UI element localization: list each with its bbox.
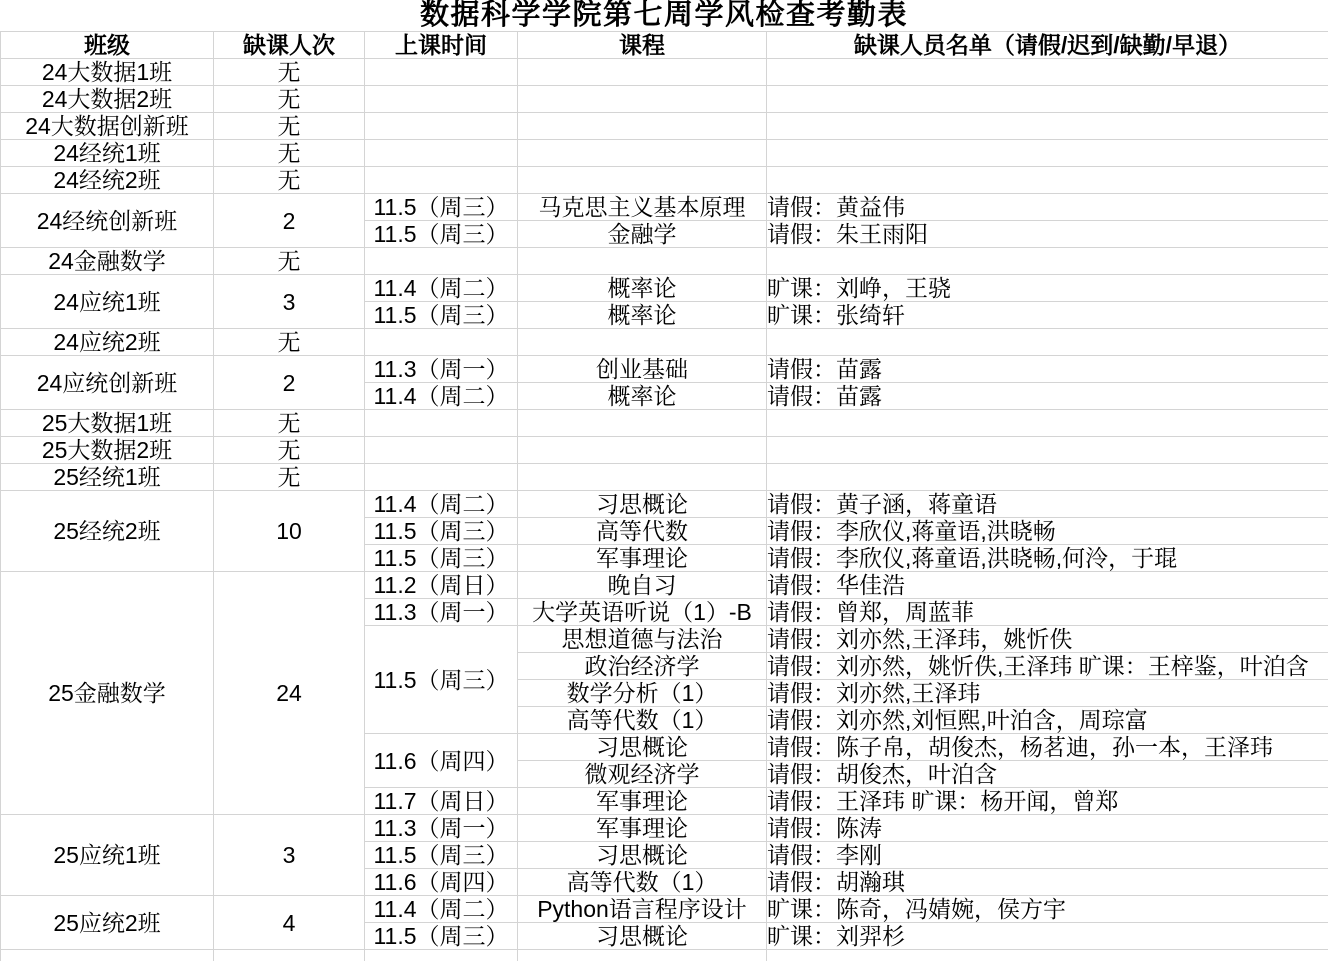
- names-cell: 旷课：刘羿杉: [767, 923, 1328, 950]
- names-cell: 请假：刘亦然,刘恒熙,叶泊含，周琮富: [767, 707, 1328, 734]
- course-cell: [518, 140, 767, 167]
- time-cell: [365, 59, 518, 86]
- course-cell: 高等代数: [518, 518, 767, 545]
- class-cell: 24应统1班: [1, 275, 214, 329]
- count-cell: 无: [214, 437, 365, 464]
- time-cell: 11.4（周二）: [365, 491, 518, 518]
- course-cell: 高等代数（1）: [518, 707, 767, 734]
- course-cell: [518, 950, 767, 961]
- table-row: [1, 896, 1328, 923]
- attendance-table-body: [1, 59, 1328, 961]
- time-cell: 11.5（周三）: [365, 923, 518, 950]
- names-cell: [767, 329, 1328, 356]
- col-header-count: 缺课人次: [214, 32, 365, 59]
- course-cell: [518, 410, 767, 437]
- table-row: [1, 410, 1328, 437]
- course-cell: 金融学: [518, 221, 767, 248]
- class-cell: 25应统2班: [1, 896, 214, 950]
- course-cell: 大学英语听说（1）-B: [518, 599, 767, 626]
- time-cell: [365, 113, 518, 140]
- course-cell: Python语言程序设计: [518, 896, 767, 923]
- class-cell: 24金融数学: [1, 248, 214, 275]
- count-cell: 无: [214, 329, 365, 356]
- time-cell: 11.4（周二）: [365, 896, 518, 923]
- time-cell: 11.5（周三）: [365, 221, 518, 248]
- names-cell: [767, 437, 1328, 464]
- class-cell: 24经统2班: [1, 167, 214, 194]
- names-cell: 旷课：刘峥，王骁: [767, 275, 1328, 302]
- count-cell: 2: [214, 194, 365, 248]
- time-cell: 11.3（周一）: [365, 815, 518, 842]
- time-cell: 11.4（周二）: [365, 383, 518, 410]
- count-cell: 无: [214, 59, 365, 86]
- col-header-time: 上课时间: [365, 32, 518, 59]
- course-cell: 概率论: [518, 302, 767, 329]
- course-cell: [518, 167, 767, 194]
- course-cell: 数学分析（1）: [518, 680, 767, 707]
- time-cell: [365, 950, 518, 961]
- names-cell: [767, 59, 1328, 86]
- names-cell: 请假：黄益伟: [767, 194, 1328, 221]
- course-cell: 晚自习: [518, 572, 767, 599]
- names-cell: 请假：苗露: [767, 356, 1328, 383]
- class-cell: 24大数据1班: [1, 59, 214, 86]
- header-row: [1, 32, 1328, 59]
- course-cell: 概率论: [518, 383, 767, 410]
- names-cell: 旷课：陈奇，冯婧婉，侯方宇: [767, 896, 1328, 923]
- course-cell: [518, 86, 767, 113]
- col-header-class: 班级: [1, 32, 214, 59]
- course-cell: 军事理论: [518, 788, 767, 815]
- course-cell: 思想道德与法治: [518, 626, 767, 653]
- course-cell: [518, 248, 767, 275]
- table-row: [1, 248, 1328, 275]
- time-cell: 11.3（周一）: [365, 599, 518, 626]
- time-cell: 11.5（周三）: [365, 302, 518, 329]
- table-row: [1, 113, 1328, 140]
- time-cell: 11.5（周三）: [365, 626, 518, 734]
- time-cell: [365, 86, 518, 113]
- names-cell: 请假：李刚: [767, 842, 1328, 869]
- names-cell: 请假：曾郑，周蓝菲: [767, 599, 1328, 626]
- names-cell: [767, 140, 1328, 167]
- table-row: [1, 59, 1328, 86]
- class-cell: 24应统创新班: [1, 356, 214, 410]
- count-cell: 无: [214, 167, 365, 194]
- count-cell: 2: [214, 356, 365, 410]
- names-cell: [767, 113, 1328, 140]
- names-cell: 请假：胡俊杰，叶泊含: [767, 761, 1328, 788]
- table-row: [1, 815, 1328, 842]
- course-cell: 习思概论: [518, 734, 767, 761]
- time-cell: 11.2（周日）: [365, 572, 518, 599]
- time-cell: [365, 329, 518, 356]
- class-cell: 24大数据创新班: [1, 113, 214, 140]
- course-cell: 马克思主义基本原理: [518, 194, 767, 221]
- attendance-table: [0, 31, 1328, 961]
- course-cell: 政治经济学: [518, 653, 767, 680]
- course-cell: 微观经济学: [518, 761, 767, 788]
- class-cell: 25应统1班: [1, 815, 214, 896]
- count-cell: 无: [214, 464, 365, 491]
- table-row: [1, 491, 1328, 518]
- names-cell: 请假：黄子涵，蒋童语: [767, 491, 1328, 518]
- names-cell: 请假：李欣仪,蒋童语,洪晓畅: [767, 518, 1328, 545]
- count-cell: [214, 950, 365, 961]
- course-cell: 习思概论: [518, 842, 767, 869]
- table-row: [1, 86, 1328, 113]
- course-cell: [518, 329, 767, 356]
- names-cell: 请假：刘亦然，姚忻佚,王泽玮 旷课：王梓鉴，叶泊含: [767, 653, 1328, 680]
- time-cell: [365, 140, 518, 167]
- time-cell: 11.6（周四）: [365, 734, 518, 788]
- names-cell: 请假：华佳浩: [767, 572, 1328, 599]
- time-cell: 11.5（周三）: [365, 545, 518, 572]
- time-cell: 11.5（周三）: [365, 842, 518, 869]
- names-cell: [767, 410, 1328, 437]
- names-cell: [767, 950, 1328, 961]
- time-cell: [365, 464, 518, 491]
- table-row: [1, 329, 1328, 356]
- count-cell: 3: [214, 815, 365, 896]
- time-cell: [365, 410, 518, 437]
- names-cell: [767, 464, 1328, 491]
- class-cell: 25经统1班: [1, 464, 214, 491]
- time-cell: [365, 437, 518, 464]
- course-cell: [518, 113, 767, 140]
- names-cell: 请假：陈子帛，胡俊杰，杨茗迪，孙一本，王泽玮: [767, 734, 1328, 761]
- count-cell: 无: [214, 410, 365, 437]
- class-cell: 24大数据2班: [1, 86, 214, 113]
- class-cell: 25金融数学: [1, 572, 214, 815]
- count-cell: 10: [214, 491, 365, 572]
- names-cell: 请假：刘亦然,王泽玮，姚忻佚: [767, 626, 1328, 653]
- col-header-course: 课程: [518, 32, 767, 59]
- course-cell: [518, 464, 767, 491]
- names-cell: 请假：王泽玮 旷课：杨开闻，曾郑: [767, 788, 1328, 815]
- names-cell: 请假：苗露: [767, 383, 1328, 410]
- course-cell: 创业基础: [518, 356, 767, 383]
- page-title: 数据科学学院第七周学风检查考勤表: [419, 0, 908, 31]
- names-cell: 请假：李欣仪,蒋童语,洪晓畅,何泠，于琨: [767, 545, 1328, 572]
- count-cell: 24: [214, 572, 365, 815]
- names-cell: 请假：朱王雨阳: [767, 221, 1328, 248]
- count-cell: 无: [214, 248, 365, 275]
- count-cell: 3: [214, 275, 365, 329]
- course-cell: 概率论: [518, 275, 767, 302]
- table-row: [1, 167, 1328, 194]
- class-cell: 25经统2班: [1, 491, 214, 572]
- time-cell: 11.3（周一）: [365, 356, 518, 383]
- time-cell: [365, 248, 518, 275]
- class-cell: 24应统2班: [1, 329, 214, 356]
- names-cell: 请假：胡瀚琪: [767, 869, 1328, 896]
- col-header-names: 缺课人员名单（请假/迟到/缺勤/早退）: [767, 32, 1328, 59]
- course-cell: 军事理论: [518, 815, 767, 842]
- count-cell: 4: [214, 896, 365, 950]
- course-cell: [518, 59, 767, 86]
- class-cell: 25大数据2班: [1, 437, 214, 464]
- names-cell: 请假：陈涛: [767, 815, 1328, 842]
- table-row: [1, 275, 1328, 302]
- class-cell: 25大数据1班: [1, 410, 214, 437]
- names-cell: [767, 86, 1328, 113]
- time-cell: 11.5（周三）: [365, 194, 518, 221]
- course-cell: 高等代数（1）: [518, 869, 767, 896]
- table-row: [1, 572, 1328, 599]
- time-cell: 11.6（周四）: [365, 869, 518, 896]
- table-row: [1, 194, 1328, 221]
- time-cell: 11.5（周三）: [365, 518, 518, 545]
- course-cell: [518, 437, 767, 464]
- count-cell: 无: [214, 140, 365, 167]
- names-cell: 请假：刘亦然,王泽玮: [767, 680, 1328, 707]
- time-cell: [365, 167, 518, 194]
- names-cell: [767, 167, 1328, 194]
- time-cell: 11.7（周日）: [365, 788, 518, 815]
- class-cell: [1, 950, 214, 961]
- table-row: [1, 356, 1328, 383]
- count-cell: 无: [214, 113, 365, 140]
- course-cell: 军事理论: [518, 545, 767, 572]
- course-cell: 习思概论: [518, 491, 767, 518]
- table-row: [1, 140, 1328, 167]
- table-row: [1, 950, 1328, 961]
- count-cell: 无: [214, 86, 365, 113]
- names-cell: 旷课：张绮轩: [767, 302, 1328, 329]
- time-cell: 11.4（周二）: [365, 275, 518, 302]
- class-cell: 24经统1班: [1, 140, 214, 167]
- class-cell: 24经统创新班: [1, 194, 214, 248]
- table-row: [1, 464, 1328, 491]
- names-cell: [767, 248, 1328, 275]
- course-cell: 习思概论: [518, 923, 767, 950]
- table-row: [1, 437, 1328, 464]
